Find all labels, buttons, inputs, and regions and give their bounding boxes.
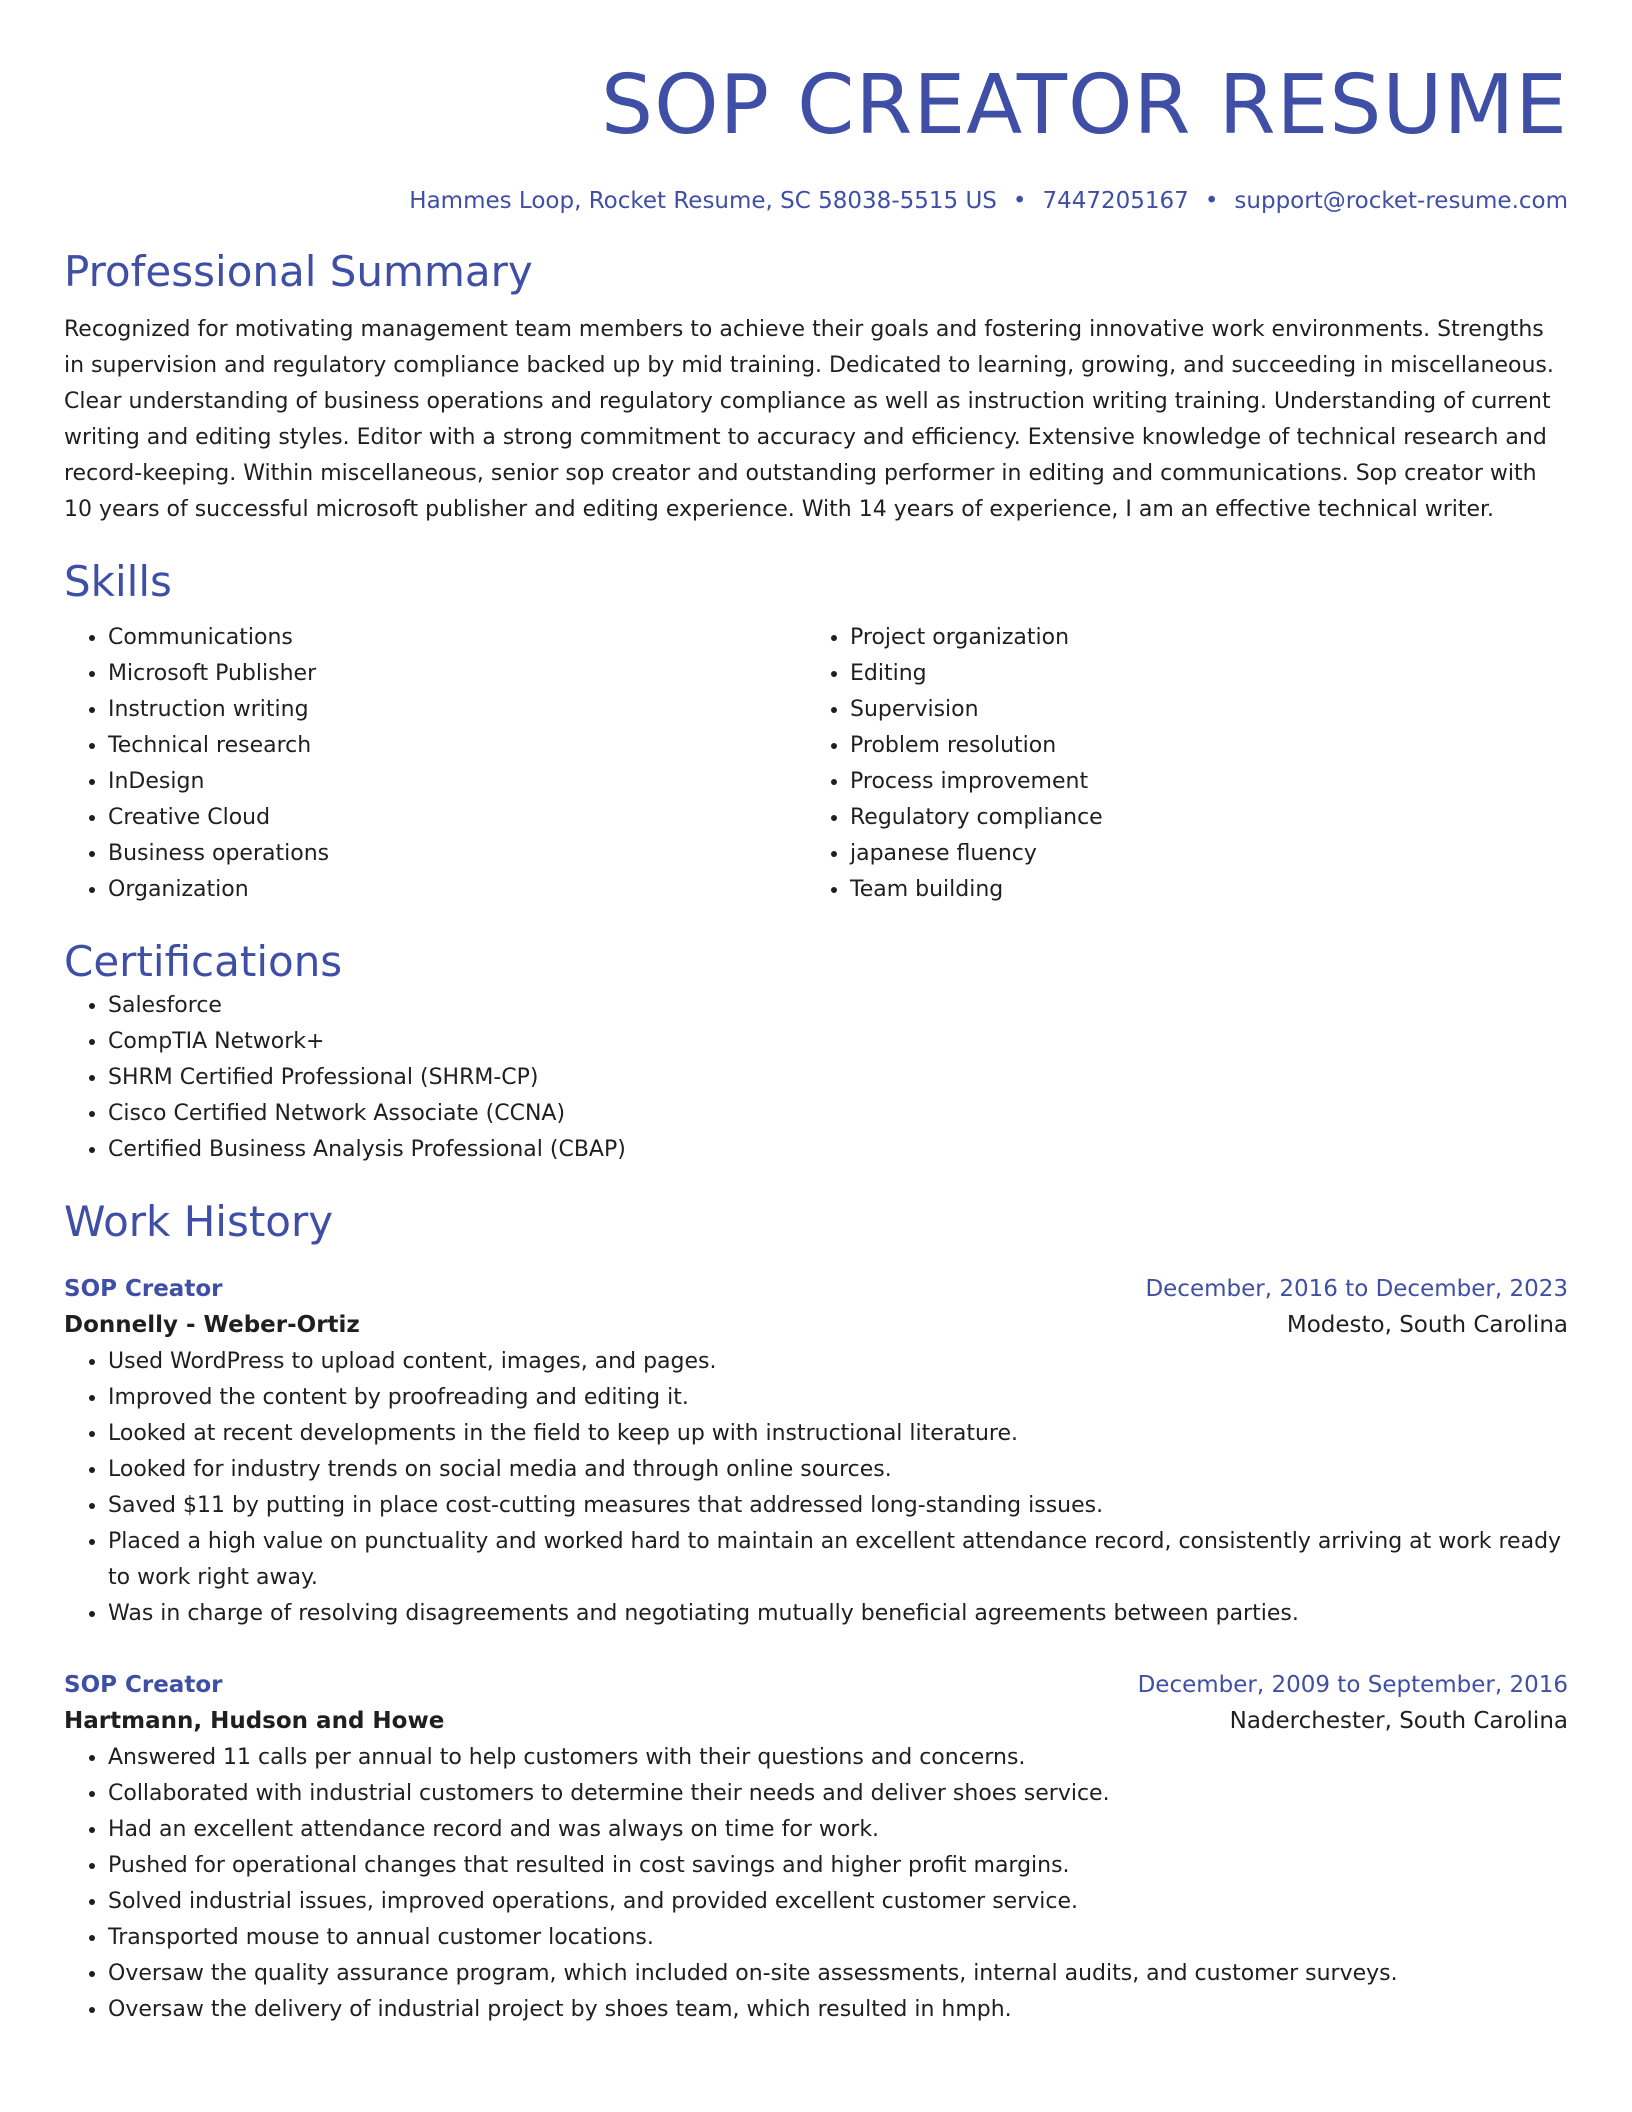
skill-item: • Organization (108, 872, 806, 908)
skills-list-right (806, 620, 1548, 908)
job-bullet: • Solved industrial issues, improved operations, and provided excellent customer service. (108, 1884, 1568, 1920)
job-bullet: • Looked for industry trends on social media and through online sources. (108, 1452, 1568, 1488)
skills-heading: Skills (64, 557, 172, 606)
contact-address: Hammes Loop, Rocket Resume, SC 58038-5515 US (409, 188, 997, 214)
job-bullet: • Oversaw the quality assurance program, which included on-site assessments, internal audits, and customer surveys. (108, 1956, 1568, 1992)
job-bullet: • Answered 11 calls per annual to help customers with their questions and concerns. (108, 1740, 1568, 1776)
resume-header (64, 58, 1568, 216)
certification-item: • Cisco Certified Network Associate (CCNA) (108, 1096, 1568, 1132)
job-company: Donnelly - Weber-Ortiz (64, 1312, 360, 1338)
job-bullet: • Transported mouse to annual customer locations. (108, 1920, 1568, 1956)
summary-text: Recognized for motivating management team members to achieve their goals and fostering innovative work environments. Strengths in supervision and regulatory compliance backed up by mid training. Dedicated to learning, growing, and succeeding in miscellaneous. Clear understanding of business operations and regulatory compliance as well as instruction writing training. Understanding of current writing and editing styles. Editor with a strong commitment to accuracy and efficiency. Extensive knowledge of technical research and record-keeping. Within miscellaneous, senior sop creator and outstanding performer in editing and communications. Sop creator with 10 years of successful microsoft publisher and editing experience. With 14 years of experience, I am an effective technical writer. (64, 317, 1554, 522)
skill-item: • japanese fluency (850, 836, 1548, 872)
job-title: SOP Creator (64, 1276, 223, 1302)
job-entry (64, 1272, 1568, 1632)
job-title-row (64, 1668, 1568, 1702)
job-bullets (64, 1740, 1568, 2028)
skills-grid (64, 620, 1568, 908)
job-bullet: • Saved $11 by putting in place cost-cutting measures that addressed long-standing issues. (108, 1488, 1568, 1524)
certification-item: • Salesforce (108, 988, 1568, 1024)
job-bullet: • Improved the content by proofreading and editing it. (108, 1380, 1568, 1416)
skill-item: • Technical research (108, 728, 806, 764)
contact-separator: • (1012, 188, 1027, 214)
skill-item: • Editing (850, 656, 1548, 692)
job-location: Naderchester, South Carolina (1229, 1708, 1568, 1734)
skills-column-left (64, 620, 806, 908)
contact-line (64, 186, 1568, 216)
skill-item: • InDesign (108, 764, 806, 800)
skill-item: • Project organization (850, 620, 1548, 656)
skill-item: • Creative Cloud (108, 800, 806, 836)
job-bullet: • Pushed for operational changes that resulted in cost savings and higher profit margins. (108, 1848, 1568, 1884)
resume-name: SOP CREATOR RESUME (601, 58, 1568, 153)
skills-column-right (806, 620, 1548, 908)
skill-item: • Communications (108, 620, 806, 656)
job-bullet: • Was in charge of resolving disagreements and negotiating mutually beneficial agreements between parties. (108, 1596, 1568, 1632)
job-title: SOP Creator (64, 1672, 223, 1698)
certification-item: • Certified Business Analysis Professional (CBAP) (108, 1132, 1568, 1168)
skill-item: • Instruction writing (108, 692, 806, 728)
job-bullet: • Collaborated with industrial customers to determine their needs and deliver shoes service. (108, 1776, 1568, 1812)
certifications-list (64, 988, 1568, 1168)
contact-phone: 7447205167 (1042, 188, 1189, 214)
job-company-row (64, 1702, 1568, 1740)
skills-list-left (64, 620, 806, 908)
skill-item: • Problem resolution (850, 728, 1548, 764)
contact-separator: • (1204, 188, 1219, 214)
job-dates: December, 2016 to December, 2023 (1145, 1276, 1568, 1302)
job-bullet: • Placed a high value on punctuality and worked hard to maintain an excellent attendance record, consistently arriving at work ready to work right away. (108, 1524, 1568, 1596)
job-location: Modesto, South Carolina (1286, 1312, 1568, 1338)
certification-item: • CompTIA Network+ (108, 1024, 1568, 1060)
contact-email[interactable]: support@rocket-resume.com (1234, 188, 1568, 214)
job-bullet: • Used WordPress to upload content, images, and pages. (108, 1344, 1568, 1380)
job-bullet: • Oversaw the delivery of industrial project by shoes team, which resulted in hmph. (108, 1992, 1568, 2028)
skill-item: • Supervision (850, 692, 1548, 728)
work-history-heading: Work History (64, 1197, 334, 1246)
summary-heading: Professional Summary (64, 247, 533, 296)
certifications-heading: Certifications (64, 937, 343, 986)
skill-item: • Process improvement (850, 764, 1548, 800)
job-company: Hartmann, Hudson and Howe (64, 1708, 445, 1734)
job-title-row (64, 1272, 1568, 1306)
job-company-row (64, 1306, 1568, 1344)
skill-item: • Microsoft Publisher (108, 656, 806, 692)
skill-item: • Regulatory compliance (850, 800, 1548, 836)
certification-item: • SHRM Certified Professional (SHRM-CP) (108, 1060, 1568, 1096)
job-bullets (64, 1344, 1568, 1632)
job-bullet: • Looked at recent developments in the field to keep up with instructional literature. (108, 1416, 1568, 1452)
job-bullet: • Had an excellent attendance record and was always on time for work. (108, 1812, 1568, 1848)
job-entry (64, 1668, 1568, 2028)
skill-item: • Business operations (108, 836, 806, 872)
skill-item: • Team building (850, 872, 1548, 908)
job-dates: December, 2009 to September, 2016 (1137, 1672, 1568, 1698)
